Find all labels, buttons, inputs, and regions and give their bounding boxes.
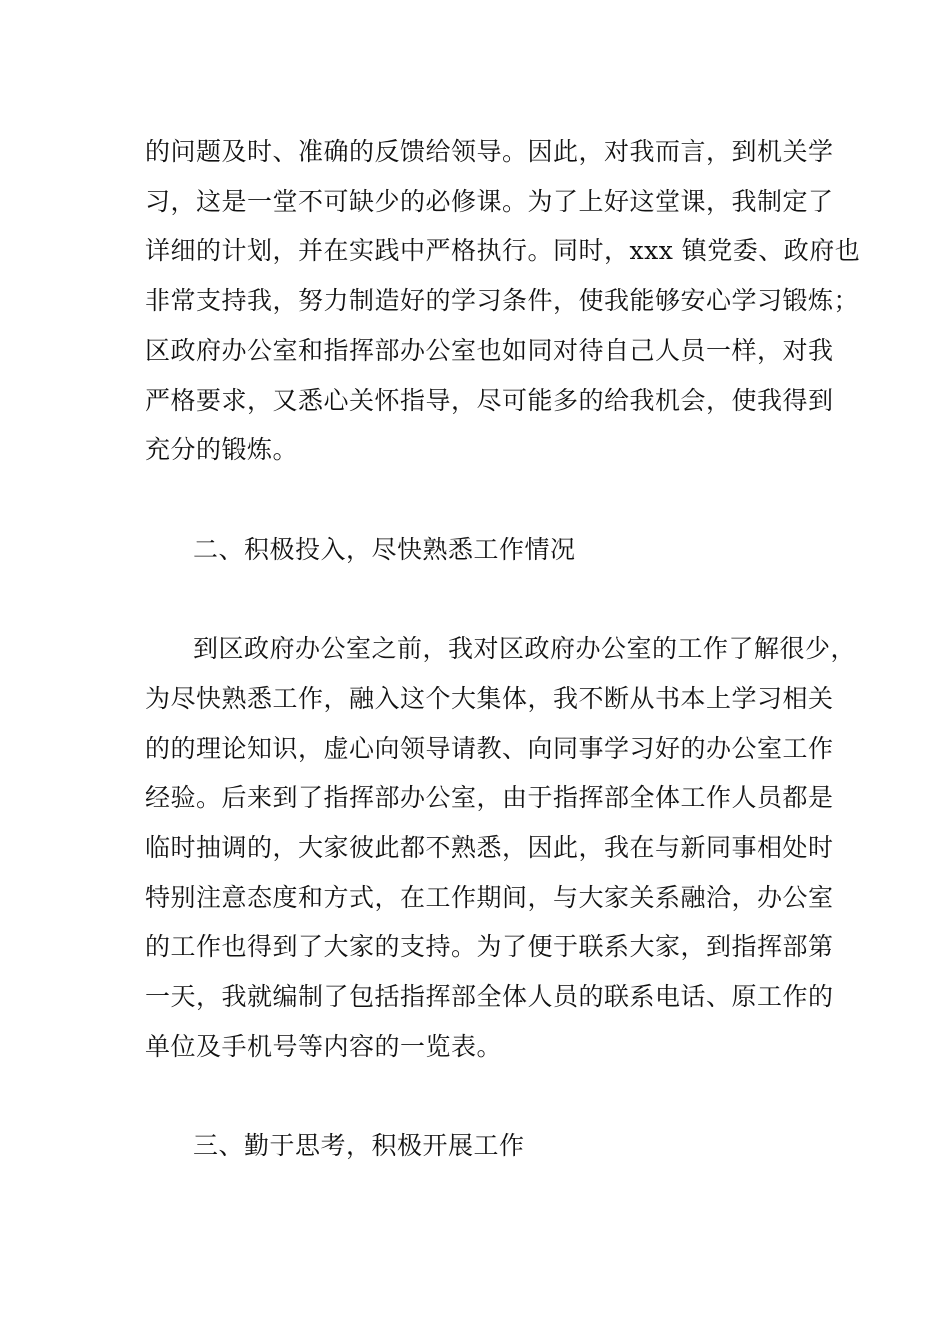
paragraph-2-line-6: 特别注意态度和方式，在工作期间，与大家关系融洽，办公室 — [145, 883, 834, 912]
paragraph-1-line-4: 非常支持我，努力制造好的学习条件，使我能够安心学习锻炼； — [145, 286, 860, 315]
paragraph-1-line-7: 充分的锻炼。 — [145, 435, 299, 464]
paragraph-1-line-3: 详细的计划，并在实践中严格执行。同时，xxx 镇党委、政府也 — [145, 236, 861, 265]
paragraph-2-line-8: 一天，我就编制了包括指挥部全体人员的联系电话、原工作的 — [145, 982, 834, 1011]
paragraph-2-line-9: 单位及手机号等内容的一览表。 — [145, 1032, 503, 1061]
paragraph-2-line-3: 的的理论知识，虚心向领导请教、向同事学习好的办公室工作 — [145, 734, 834, 763]
paragraph-1-line-6: 严格要求，又悉心关怀指导，尽可能多的给我机会，使我得到 — [145, 386, 834, 415]
paragraph-2-line-4: 经验。后来到了指挥部办公室，由于指挥部全体工作人员都是 — [145, 783, 834, 812]
section-heading-3: 三、勤于思考，积极开展工作 — [193, 1131, 525, 1160]
paragraph-2-line-7: 的工作也得到了大家的支持。为了便于联系大家，到指挥部第 — [145, 932, 834, 961]
paragraph-1-line-5: 区政府办公室和指挥部办公室也如同对待自己人员一样，对我 — [145, 336, 834, 365]
paragraph-1-line-1: 的问题及时、准确的反馈给领导。因此，对我而言，到机关学 — [145, 137, 834, 166]
paragraph-2-line-5: 临时抽调的，大家彼此都不熟悉，因此，我在与新同事相处时 — [145, 833, 834, 862]
section-heading-2: 二、积极投入，尽快熟悉工作情况 — [193, 535, 576, 564]
paragraph-2-line-1: 到区政府办公室之前，我对区政府办公室的工作了解很少， — [193, 634, 857, 663]
paragraph-2-line-2: 为尽快熟悉工作，融入这个大集体，我不断从书本上学习相关 — [145, 684, 834, 713]
paragraph-1-line-2: 习，这是一堂不可缺少的必修课。为了上好这堂课，我制定了 — [145, 187, 834, 216]
